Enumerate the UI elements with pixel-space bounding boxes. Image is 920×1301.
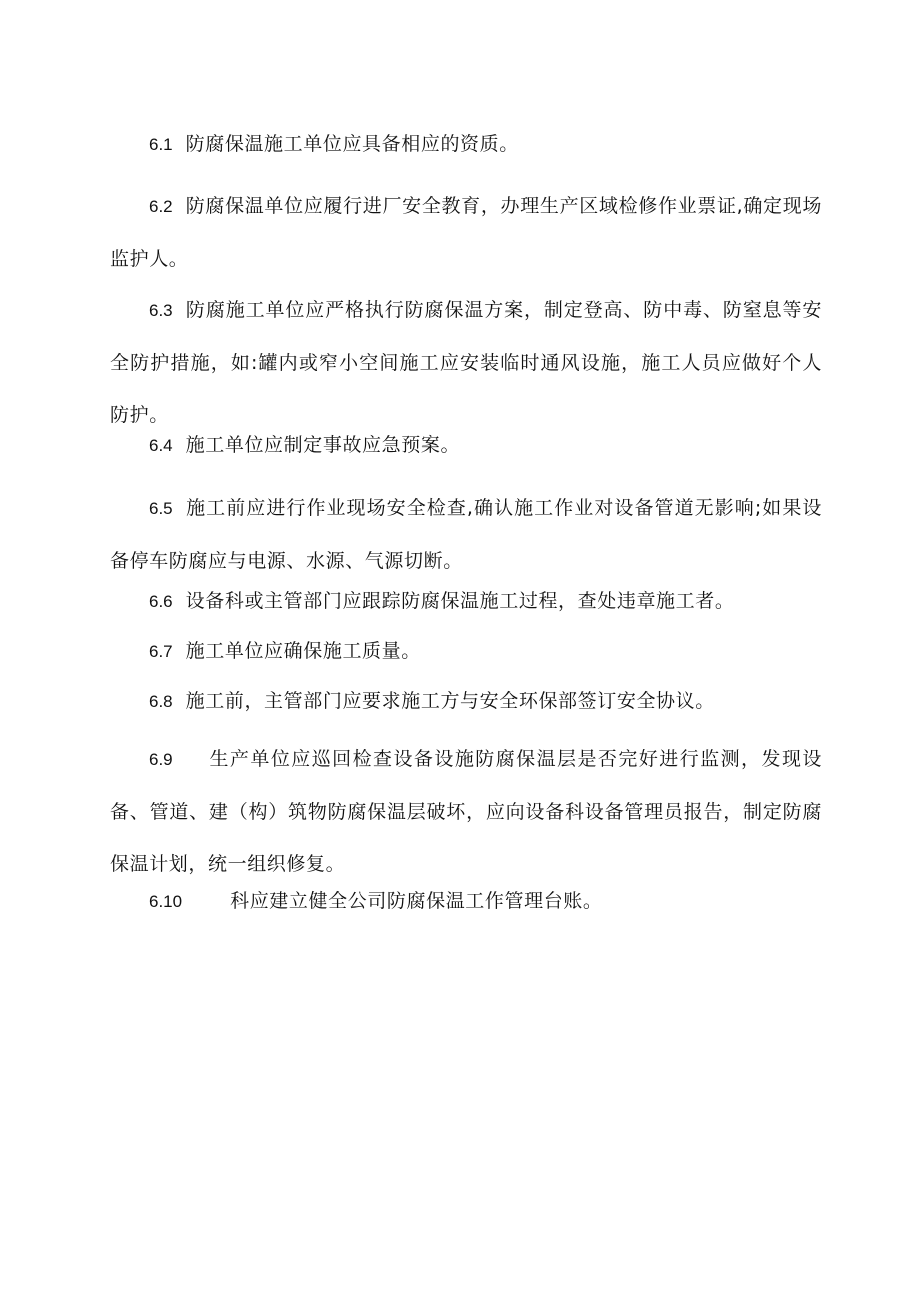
clause-text: 科应建立健全公司防腐保温工作管理台账。 bbox=[230, 890, 603, 912]
clause-text: 防腐施工单位应严格执行防腐保温方案，制定登高、防中毒、防窒息等安全防护措施，如:罐内或窄小空间施工应安装临时通风设施，施工人员应做好个人防护。 bbox=[110, 299, 822, 426]
clause-number: 6.3 bbox=[149, 301, 173, 320]
clause-number: 6.10 bbox=[149, 892, 183, 911]
clause-number: 6.8 bbox=[149, 692, 173, 711]
clause-number: 6.5 bbox=[149, 499, 173, 518]
clause-number: 6.2 bbox=[149, 197, 173, 216]
clause-text: 施工前应进行作业现场安全检查,确认施工作业对设备管道无影响;如果设备停车防腐应与电源、水源、气源切断。 bbox=[110, 497, 822, 572]
clause-number: 6.7 bbox=[149, 642, 173, 661]
clause-6-6 bbox=[110, 584, 822, 619]
clause-number: 6.4 bbox=[149, 436, 173, 455]
clause-6-1 bbox=[110, 127, 822, 162]
clause-6-5 bbox=[110, 482, 822, 587]
clause-6-2 bbox=[110, 180, 822, 285]
clause-text: 施工单位应确保施工质量。 bbox=[185, 640, 421, 662]
clause-number: 6.9 bbox=[149, 750, 173, 769]
clause-text: 施工单位应制定事故应急预案。 bbox=[185, 434, 461, 456]
clause-text: 设备科或主管部门应跟踪防腐保温施工过程，查处违章施工者。 bbox=[185, 590, 735, 612]
clause-6-3 bbox=[110, 284, 822, 441]
clause-6-7 bbox=[110, 634, 822, 669]
clause-6-4 bbox=[110, 428, 822, 463]
clause-6-9 bbox=[110, 733, 822, 890]
clause-number: 6.1 bbox=[149, 135, 173, 154]
clause-number: 6.6 bbox=[149, 592, 173, 611]
clause-6-10 bbox=[110, 884, 822, 919]
clause-text: 防腐保温施工单位应具备相应的资质。 bbox=[185, 133, 519, 155]
clause-text: 施工前，主管部门应要求施工方与安全环保部签订安全协议。 bbox=[185, 690, 715, 712]
clause-6-8 bbox=[110, 684, 822, 719]
clause-text: 生产单位应巡回检查设备设施防腐保温层是否完好进行监测，发现设备、管道、建（构）筑物防腐保温层破坏，应向设备科设备管理员报告，制定防腐保温计划，统一组织修复。 bbox=[110, 748, 822, 875]
clause-text: 防腐保温单位应履行进厂安全教育，办理生产区域检修作业票证,确定现场监护人。 bbox=[110, 195, 822, 270]
